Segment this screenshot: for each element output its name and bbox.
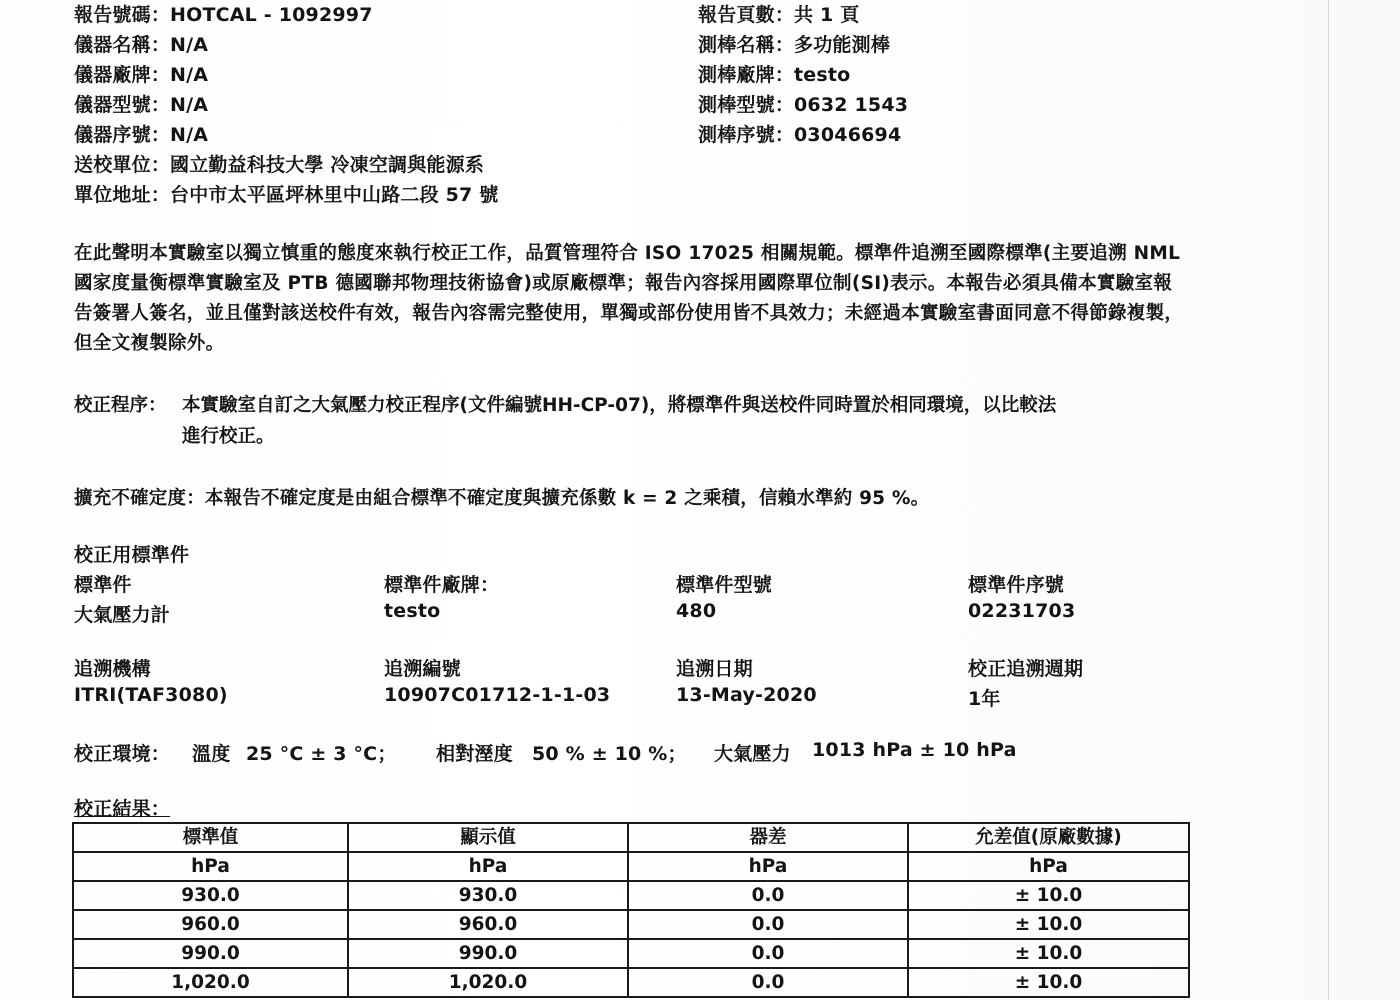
- procedure-label: 校正程序：: [74, 395, 167, 416]
- trace-cycle-value: 1年: [968, 688, 1001, 710]
- display-value-cell: 930.0: [348, 881, 628, 910]
- table-row: [73, 910, 1189, 939]
- display-value-cell: 1,020.0: [348, 968, 628, 997]
- unit-cell: hPa: [73, 852, 348, 881]
- uncertainty-statement: 擴充不確定度：本報告不確定度是由組合標準不確定度與擴充係數 k = 2 之乘積，信賴水準約 95 %。: [74, 488, 930, 509]
- env-rh-label: 相對溼度: [436, 743, 513, 765]
- unit-cell: hPa: [348, 852, 628, 881]
- page-edge-divider: [1328, 0, 1329, 1000]
- trace-header-cycle: 校正追溯週期: [968, 658, 1084, 680]
- table-row: [73, 968, 1189, 997]
- col-header-error: 器差: [628, 823, 908, 852]
- results-header-row: [73, 823, 1189, 852]
- trace-header-date: 追溯日期: [676, 658, 753, 680]
- results-title: 校正結果：: [74, 798, 171, 820]
- trace-header-number: 追溯編號: [384, 658, 461, 680]
- error-value-cell: 0.0: [628, 910, 908, 939]
- env-pressure-label: 大氣壓力: [714, 743, 791, 765]
- trace-number-value: 10907C01712-1-1-03: [384, 684, 611, 706]
- display-value-cell: 990.0: [348, 939, 628, 968]
- error-value-cell: 0.0: [628, 968, 908, 997]
- display-value-cell: 960.0: [348, 910, 628, 939]
- unit-cell: hPa: [908, 852, 1189, 881]
- table-row: [73, 939, 1189, 968]
- col-header-standard: 標準值: [73, 823, 348, 852]
- trace-agency-value: ITRI(TAF3080): [74, 684, 228, 706]
- probe-serial-field: 測棒序號：03046694: [698, 124, 902, 146]
- standard-value-cell: 990.0: [73, 939, 348, 968]
- env-temp-label: 溫度: [192, 743, 231, 765]
- standard-value-cell: 1,020.0: [73, 968, 348, 997]
- std-header-model: 標準件型號: [676, 574, 773, 596]
- probe-brand-field: 測棒廠牌：testo: [698, 64, 851, 86]
- std-brand-value: testo: [384, 600, 441, 622]
- env-pressure-value: 1013 hPa ± 10 hPa: [812, 739, 1017, 761]
- trace-header-agency: 追溯機構: [74, 658, 151, 680]
- instrument-model-field: 儀器型號：N/A: [74, 94, 209, 116]
- error-value-cell: 0.0: [628, 881, 908, 910]
- standard-value-cell: 960.0: [73, 910, 348, 939]
- std-header-brand: 標準件廠牌：: [384, 574, 500, 596]
- probe-model-field: 測棒型號：0632 1543: [698, 94, 909, 116]
- col-header-tolerance: 允差值(原廠數據): [908, 823, 1189, 852]
- table-row: [73, 881, 1189, 910]
- procedure-text-line1: 本實驗室自訂之大氣壓力校正程序(文件編號HH-CP-07)，將標準件與送校件同時置於相同環境，以比較法: [182, 395, 1057, 416]
- std-item-value: 大氣壓力計: [74, 604, 171, 626]
- unit-address-field: 單位地址：台中市太平區坪林里中山路二段 57 號: [74, 184, 499, 206]
- unit-cell: hPa: [628, 852, 908, 881]
- instrument-name-field: 儀器名稱：N/A: [74, 34, 209, 56]
- results-table: [72, 822, 1190, 998]
- std-header-serial: 標準件序號: [968, 574, 1065, 596]
- procedure-text-line2: 進行校正。: [182, 426, 275, 447]
- report-number-field: 報告號碼：HOTCAL - 1092997: [74, 4, 373, 26]
- results-unit-row: [73, 852, 1189, 881]
- error-value-cell: 0.0: [628, 939, 908, 968]
- tolerance-value-cell: ± 10.0: [908, 910, 1189, 939]
- instrument-brand-field: 儀器廠牌：N/A: [74, 64, 209, 86]
- tolerance-value-cell: ± 10.0: [908, 939, 1189, 968]
- trace-date-value: 13-May-2020: [676, 684, 817, 706]
- tolerance-value-cell: ± 10.0: [908, 881, 1189, 910]
- instrument-serial-field: 儀器序號：N/A: [74, 124, 209, 146]
- std-model-value: 480: [676, 600, 717, 622]
- environment-label: 校正環境：: [74, 743, 171, 765]
- sender-unit-field: 送校單位：國立勤益科技大學 冷凍空調與能源系: [74, 154, 485, 176]
- std-header-item: 標準件: [74, 574, 132, 596]
- env-temp-value: 25 °C ± 3 °C；: [246, 743, 397, 765]
- tolerance-value-cell: ± 10.0: [908, 968, 1189, 997]
- standards-title: 校正用標準件: [74, 544, 190, 566]
- std-serial-value: 02231703: [968, 600, 1076, 622]
- report-pages-field: 報告頁數：共 1 頁: [698, 4, 860, 26]
- env-rh-value: 50 % ± 10 %；: [532, 743, 687, 765]
- standard-value-cell: 930.0: [73, 881, 348, 910]
- declaration-paragraph: 在此聲明本實驗室以獨立慎重的態度來執行校正工作，品質管理符合 ISO 17025 相關規範。標準件追溯至國際標準(主要追溯 NML 國家度量衡標準實驗室及 PTB 德國聯邦物理技術協會)或原廠標準；報告內容採用國際單位制(SI)表示。本報告必須具備本實驗室報告簽署人簽名，並且僅對該送校件有效，報告內容需完整使用，單獨或部份使用皆不具效力；未經過本實驗室書面同意不得節錄複製，但全文複製除外。: [74, 243, 1184, 354]
- col-header-display: 顯示值: [348, 823, 628, 852]
- probe-name-field: 測棒名稱：多功能測棒: [698, 34, 891, 56]
